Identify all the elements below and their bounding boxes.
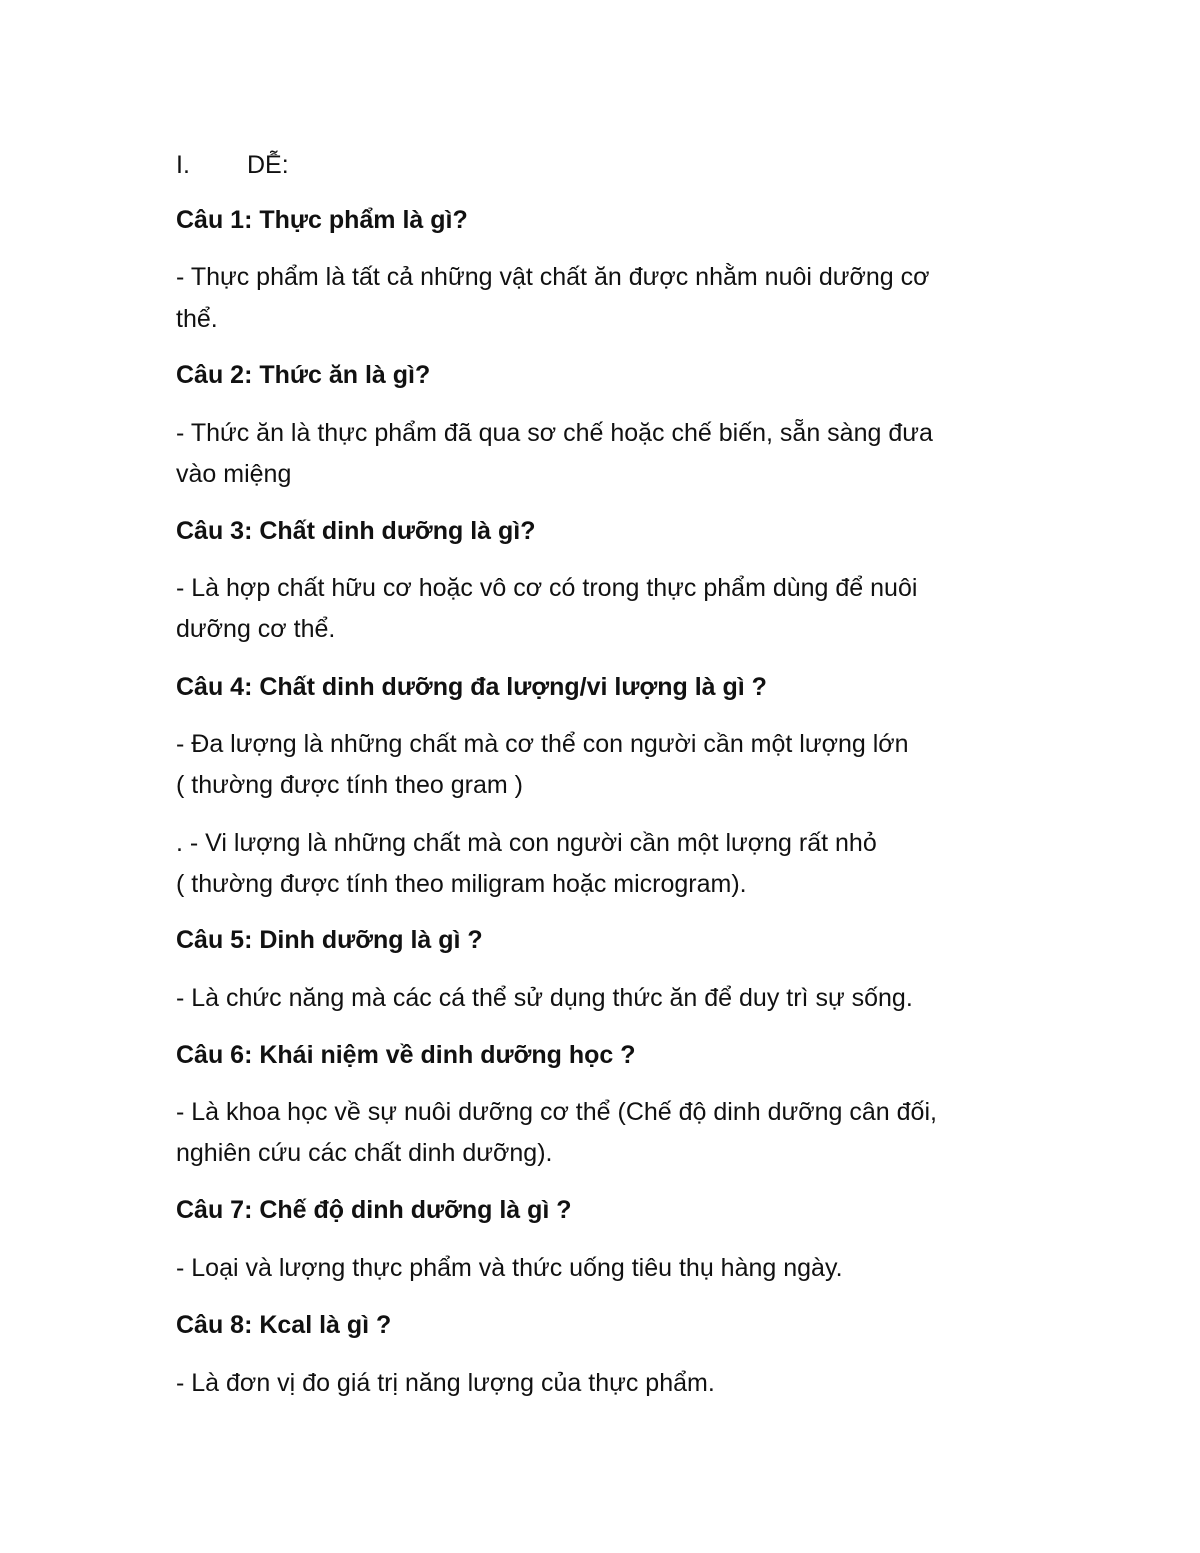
answer-2-line-2: vào miệng — [176, 460, 292, 488]
question-3: Câu 3: Chất dinh dưỡng là gì? — [176, 517, 536, 545]
question-4: Câu 4: Chất dinh dưỡng đa lượng/vi lượng là gì ? — [176, 673, 767, 701]
answer-1-line-2: thể. — [176, 305, 218, 333]
answer-1-line-1: - Thực phẩm là tất cả những vật chất ăn được nhằm nuôi dưỡng cơ — [176, 263, 930, 291]
question-8: Câu 8: Kcal là gì ? — [176, 1311, 392, 1339]
question-2: Câu 2: Thức ăn là gì? — [176, 361, 431, 389]
question-6: Câu 6: Khái niệm về dinh dưỡng học ? — [176, 1041, 636, 1069]
answer-5-line-1: - Là chức năng mà các cá thể sử dụng thức ăn để duy trì sự sống. — [176, 984, 913, 1012]
answer-3-line-2: dưỡng cơ thể. — [176, 615, 336, 643]
answer-4-line-3: . - Vi lượng là những chất mà con người cần một lượng rất nhỏ — [176, 829, 877, 857]
question-1: Câu 1: Thực phẩm là gì? — [176, 206, 468, 234]
question-5: Câu 5: Dinh dưỡng là gì ? — [176, 926, 483, 954]
question-7: Câu 7: Chế độ dinh dưỡng là gì ? — [176, 1196, 572, 1224]
section-title: DỄ: — [247, 151, 289, 179]
answer-8-line-1: - Là đơn vị đo giá trị năng lượng của thực phẩm. — [176, 1369, 715, 1397]
answer-6-line-1: - Là khoa học về sự nuôi dưỡng cơ thể (Chế độ dinh dưỡng cân đối, — [176, 1098, 937, 1126]
answer-3-line-1: - Là hợp chất hữu cơ hoặc vô cơ có trong thực phẩm dùng để nuôi — [176, 574, 918, 602]
answer-6-line-2: nghiên cứu các chất dinh dưỡng). — [176, 1139, 553, 1167]
answer-7-line-1: - Loại và lượng thực phẩm và thức uống tiêu thụ hàng ngày. — [176, 1254, 843, 1282]
answer-2-line-1: - Thức ăn là thực phẩm đã qua sơ chế hoặc chế biến, sẵn sàng đưa — [176, 419, 933, 447]
answer-4-line-1: - Đa lượng là những chất mà cơ thể con người cần một lượng lớn — [176, 730, 909, 758]
answer-4-line-2: ( thường được tính theo gram ) — [176, 771, 523, 799]
section-number: I. — [176, 151, 190, 179]
answer-4-line-4: ( thường được tính theo miligram hoặc microgram). — [176, 870, 747, 898]
